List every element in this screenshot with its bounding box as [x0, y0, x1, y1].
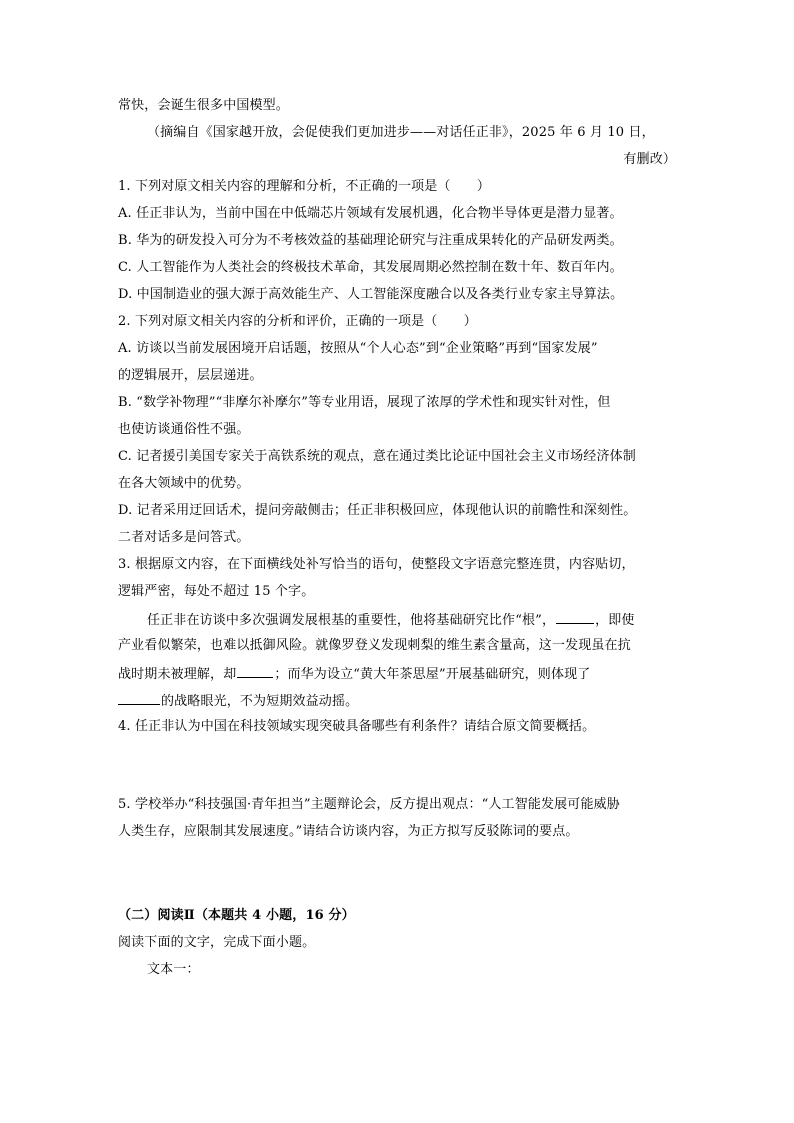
q1-option-d: D. 中国制造业的强大源于高效能生产、人工智能深度融合以及各类行业专家主导算法。: [118, 287, 624, 302]
q3-text: ，即使: [595, 613, 635, 628]
q1-option-a: A. 任正非认为，当前中国在中低端芯片领域有发展机遇，化合物半导体更是潜力显著。: [118, 206, 623, 221]
q3-paragraph-line-4: [118, 691, 676, 711]
source-citation: （摘编自《国家越开放，会促使我们更加进步——对话任正非》，2025 年 6 月 10 日，: [147, 125, 655, 140]
q2-option-b-cont: 也使访谈通俗性不强。: [118, 422, 250, 437]
q5-stem-cont: 人类生存，应限制其发展速度。”请结合访谈内容，为正方拟写反驳陈词的要点。: [118, 824, 579, 839]
q3-paragraph-line-1: [147, 610, 676, 630]
q3-text: 战时期未被理解，却: [118, 667, 237, 682]
q2-option-a-cont: 的逻辑展开，层层递进。: [118, 368, 263, 383]
answer-blank-1[interactable]: [556, 610, 594, 624]
q5-stem: 5. 学校举办“科技强国·青年担当”主题辩论会，反方提出观点：“人工智能发展可能威胁: [118, 797, 620, 812]
q2-option-d: D. 记者采用迂回话术，提问旁敲侧击；任正非积极回应，体现他认识的前瞻性和深刻性。: [118, 503, 637, 518]
answer-blank-3[interactable]: [118, 691, 160, 705]
q3-text: ；而华为设立“黄大年茶思屋”开展基础研究，则体现了: [274, 667, 591, 682]
passage-tail: 常快，会诞生很多中国模型。: [118, 98, 289, 113]
section-heading: （二）阅读Ⅱ（本题共 4 小题，16 分）: [118, 908, 355, 923]
source-citation-end: 有删改）: [623, 152, 676, 167]
q3-stem: 3. 根据原文内容，在下面横线处补写恰当的语句，使整段文字语意完整连贯，内容贴切，: [118, 557, 635, 572]
q1-stem: 1. 下列对原文相关内容的理解和分析，不正确的一项是（ ）: [118, 179, 491, 194]
q3-paragraph-line-3: [118, 664, 676, 684]
q2-option-b: B. “数学补物理”“非摩尔补摩尔”等专业用语，展现了浓厚的学术性和现实针对性，但: [118, 395, 611, 410]
q3-stem-cont: 逻辑严密，每处不超过 15 个字。: [118, 584, 315, 599]
q1-option-b: B. 华为的研发投入可分为不考核效益的基础理论研究与注重成果转化的产品研发两类。: [118, 233, 623, 248]
q2-stem: 2. 下列对原文相关内容的分析和评价，正确的一项是（ ）: [118, 314, 477, 329]
q2-option-c: C. 记者援引美国专家关于高铁系统的观点，意在通过类比论证中国社会主义市场经济体制: [118, 449, 636, 464]
section-instruction: 阅读下面的文字，完成下面小题。: [118, 935, 316, 950]
q3-text: 任正非在访谈中多次强调发展根基的重要性，他将基础研究比作“根”，: [147, 613, 556, 628]
q2-option-d-cont: 二者对话多是问答式。: [118, 530, 250, 545]
q3-paragraph-line-2: 产业看似繁荣，也难以抵御风险。就像罗登义发现刺梨的维生素含量高，这一发现虽在抗: [118, 638, 631, 653]
q1-option-c: C. 人工智能作为人类社会的终极技术革命，其发展周期必然控制在数十年、数百年内。: [118, 260, 623, 275]
q2-option-a: A. 访谈以当前发展困境开启话题，按照从“个人心态”到“企业策略”再到“国家发展”: [118, 341, 598, 356]
q2-option-c-cont: 在各大领域中的优势。: [118, 476, 250, 491]
text-label: 文本一：: [147, 962, 200, 977]
q4-stem: 4. 任正非认为中国在科技领域实现突破具备哪些有利条件？请结合原文简要概括。: [118, 719, 596, 734]
answer-blank-2[interactable]: [237, 664, 273, 678]
q3-text: 的战略眼光，不为短期效益动摇。: [161, 694, 359, 709]
